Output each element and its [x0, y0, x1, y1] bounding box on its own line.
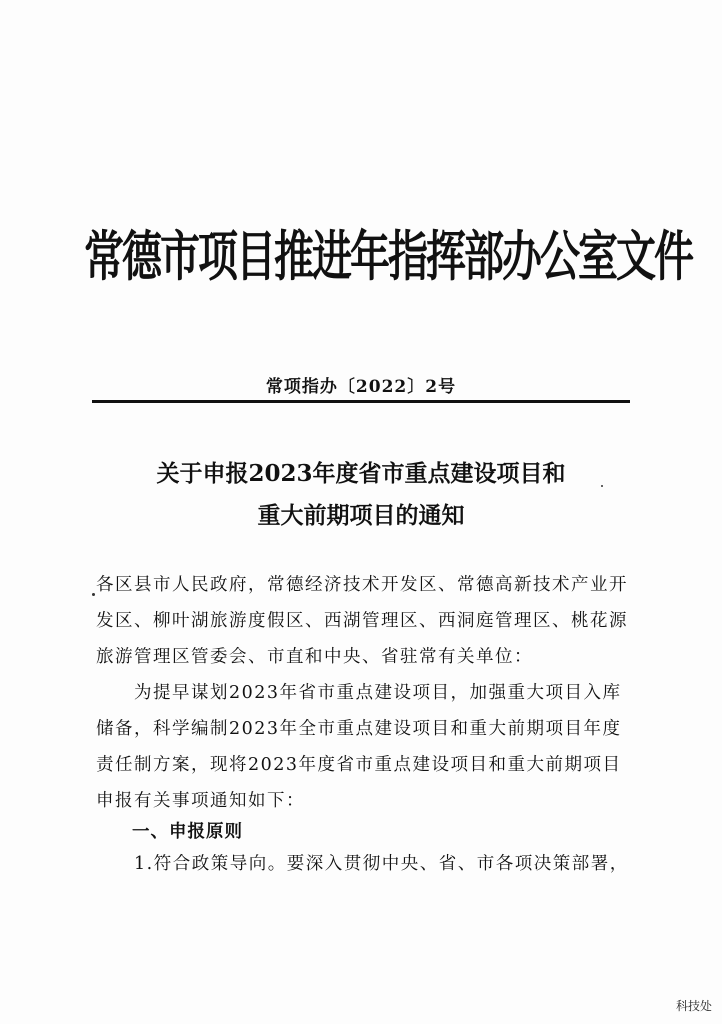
body-line: 旅游管理区管委会、市直和中央、省驻常有关单位： [96, 647, 533, 667]
notice-title-line-1: 关于申报2023年度省市重点建设项目和 [156, 460, 566, 487]
body-line: 责任制方案，现将2023年度省市重点建设项目和重大前期项目 [96, 755, 622, 775]
scan-speck [92, 593, 95, 596]
masthead-title: 常德市项目推进年指挥部办公室文件 [84, 226, 692, 289]
section-heading: 一、申报原则 [132, 822, 243, 842]
principle-line: 1.符合政策导向。要深入贯彻中央、省、市各项决策部署， [96, 854, 629, 874]
body-line: 申报有关事项通知如下： [96, 791, 305, 811]
body-line: 各区县市人民政府，常德经济技术开发区、常德高新技术产业开 [96, 575, 628, 595]
header-rule [92, 400, 630, 403]
notice-title-line-2: 重大前期项目的通知 [257, 502, 465, 529]
body-line: 储备，科学编制2023年全市重点建设项目和重大前期项目年度 [96, 719, 622, 739]
footer-tag: 科技处 [675, 999, 712, 1013]
body-line: 发区、柳叶湖旅游度假区、西湖管理区、西洞庭管理区、桃花源 [96, 611, 628, 631]
scan-speck [601, 485, 603, 487]
body-line: 为提早谋划2023年省市重点建设项目，加强重大项目入库 [96, 683, 622, 703]
document-number: 常项指办〔2022〕2号 [265, 377, 457, 397]
